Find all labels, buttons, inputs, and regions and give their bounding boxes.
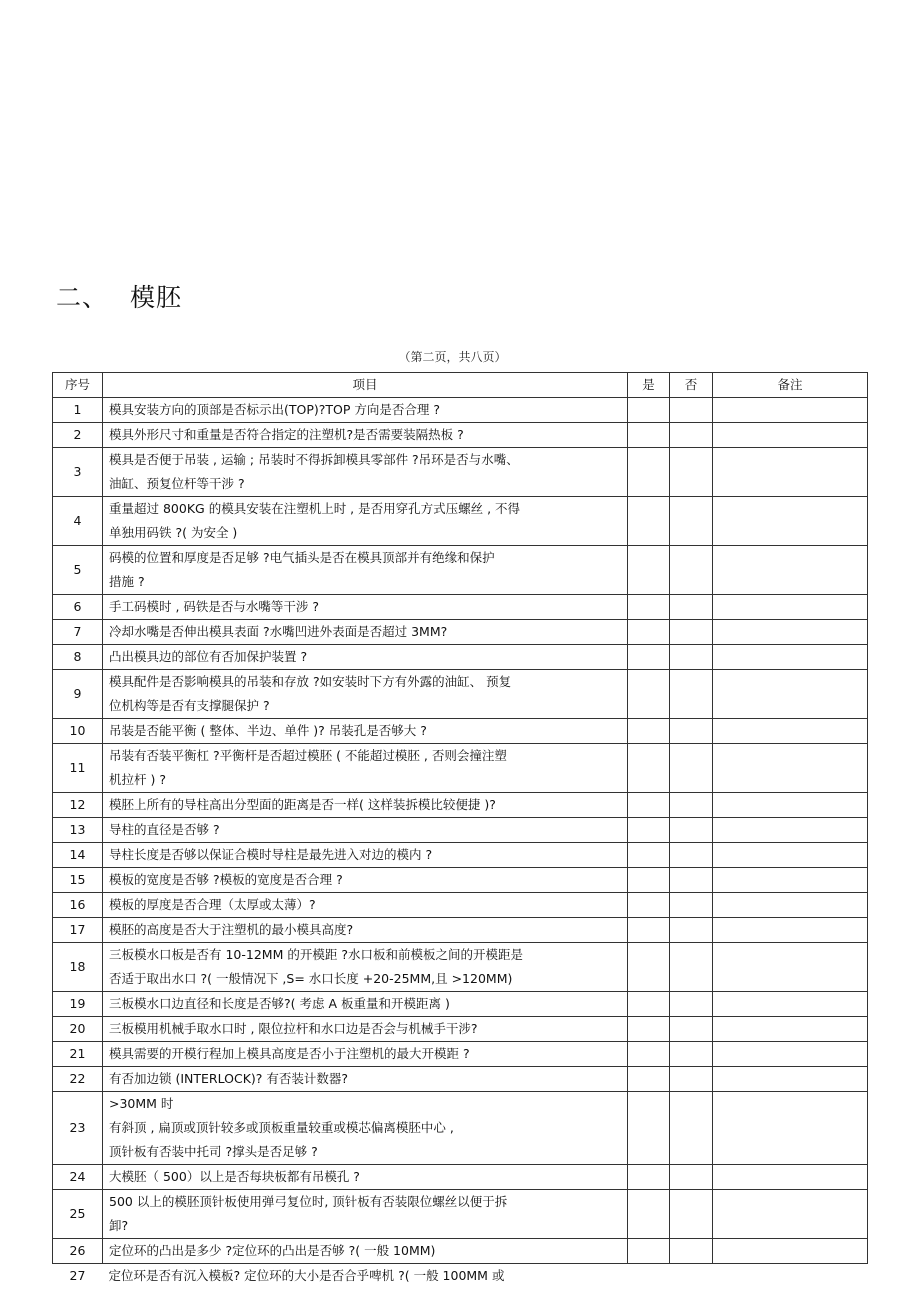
- no-cell[interactable]: [670, 1165, 713, 1190]
- row-number: 18: [53, 943, 103, 992]
- remarks-cell[interactable]: [713, 719, 868, 744]
- table-row: [53, 1067, 868, 1092]
- row-number: 19: [53, 992, 103, 1017]
- item-line: 吊装是否能平衡 ( 整体、半边、单件 )? 吊装孔是否够大 ?: [109, 723, 427, 738]
- no-cell[interactable]: [670, 1042, 713, 1067]
- row-number: 13: [53, 818, 103, 843]
- row-number: 21: [53, 1042, 103, 1067]
- table-row: [53, 918, 868, 943]
- row-item-text: [103, 546, 628, 595]
- row-item-text: [103, 818, 628, 843]
- section-title: 模胚: [130, 283, 183, 312]
- yes-cell[interactable]: [628, 843, 670, 868]
- remarks-cell[interactable]: [713, 1165, 868, 1190]
- remarks-cell[interactable]: [713, 1239, 868, 1264]
- row-item-text: [103, 1042, 628, 1067]
- item-line: 定位环是否有沉入模板? 定位环的大小是否合乎啤机 ?( 一般 100MM 或: [108, 1268, 505, 1283]
- header-remarks: 备注: [713, 373, 868, 398]
- remarks-cell[interactable]: [713, 992, 868, 1017]
- row-number: 23: [53, 1092, 103, 1165]
- table-row: [53, 1165, 868, 1190]
- table-row: [53, 943, 868, 992]
- no-cell[interactable]: [670, 818, 713, 843]
- table-row: [53, 398, 868, 423]
- yes-cell[interactable]: [628, 793, 670, 818]
- yes-cell[interactable]: [628, 497, 670, 546]
- yes-cell[interactable]: [628, 893, 670, 918]
- no-cell[interactable]: [670, 1264, 713, 1289]
- row-number: 10: [53, 719, 103, 744]
- remarks-cell[interactable]: [713, 645, 868, 670]
- row-item-text: [103, 1067, 628, 1092]
- row-item-text: [103, 595, 628, 620]
- row-number: 17: [53, 918, 103, 943]
- table-row: [53, 843, 868, 868]
- section-heading: [56, 278, 182, 314]
- yes-cell[interactable]: [628, 992, 670, 1017]
- item-line: 模具安装方向的顶部是否标示出(TOP)?TOP 方向是否合理 ?: [109, 402, 440, 417]
- row-number: 12: [53, 793, 103, 818]
- table-row: [53, 497, 868, 546]
- no-cell[interactable]: [670, 992, 713, 1017]
- remarks-cell[interactable]: [713, 818, 868, 843]
- yes-cell[interactable]: [628, 719, 670, 744]
- header-yes: 是: [628, 373, 670, 398]
- table-row: [53, 1190, 868, 1239]
- yes-cell[interactable]: [628, 1017, 670, 1042]
- section-number: 二、: [56, 283, 109, 312]
- item-line: 否适于取出水口 ?( 一般情况下 ,S= 水口长度 +20-25MM,且 >120MM): [109, 971, 513, 986]
- remarks-cell[interactable]: [713, 670, 868, 719]
- row-number: 2: [53, 423, 103, 448]
- row-item-text: [103, 1190, 628, 1239]
- item-line: 卸?: [109, 1218, 129, 1233]
- item-line: 有斜顶 , 扁顶或顶针较多或顶板重量较重或模芯偏离模胚中心 ,: [109, 1120, 454, 1135]
- row-item-text: [103, 918, 628, 943]
- yes-cell[interactable]: [628, 1067, 670, 1092]
- table-row: [53, 423, 868, 448]
- row-item-text: [103, 992, 628, 1017]
- row-item-text: [103, 670, 628, 719]
- row-number: 27: [53, 1264, 103, 1289]
- no-cell[interactable]: [670, 670, 713, 719]
- yes-cell[interactable]: [628, 1239, 670, 1264]
- item-line: 导柱的直径是否够 ?: [109, 822, 220, 837]
- row-item-text: [103, 645, 628, 670]
- yes-cell[interactable]: [628, 818, 670, 843]
- remarks-cell[interactable]: [713, 868, 868, 893]
- item-line: 模胚的高度是否大于注塑机的最小模具高度?: [109, 922, 354, 937]
- row-item-text: [103, 1092, 628, 1165]
- remarks-cell[interactable]: [713, 1042, 868, 1067]
- item-line: 500 以上的模胚顶针板使用弹弓复位时, 顶针板有否装限位螺丝以便于拆: [109, 1194, 508, 1209]
- item-line: 凸出模具边的部位有否加保护装置 ?: [109, 649, 308, 664]
- item-line: 大模胚（ 500）以上是否每块板都有吊模孔 ?: [109, 1169, 360, 1184]
- row-item-text: [103, 1239, 628, 1264]
- yes-cell[interactable]: [628, 918, 670, 943]
- row-item-text: [103, 793, 628, 818]
- row-number: 15: [53, 868, 103, 893]
- yes-cell[interactable]: [628, 546, 670, 595]
- item-line: 油缸、预复位杆等干涉 ?: [109, 476, 245, 491]
- table-row: [53, 992, 868, 1017]
- yes-cell[interactable]: [628, 744, 670, 793]
- item-line: 三板模水口板是否有 10-12MM 的开模距 ?水口板和前模板之间的开模距是: [109, 947, 523, 962]
- row-item-text: [103, 398, 628, 423]
- item-line: 吊装有否装平衡杠 ?平衡杆是否超过模胚 ( 不能超过模胚 , 否则会撞注塑: [109, 748, 507, 763]
- row-number: 6: [53, 595, 103, 620]
- yes-cell[interactable]: [628, 1264, 670, 1289]
- no-cell[interactable]: [670, 744, 713, 793]
- row-number: 4: [53, 497, 103, 546]
- yes-cell[interactable]: [628, 1042, 670, 1067]
- row-number: 9: [53, 670, 103, 719]
- table-row: [53, 546, 868, 595]
- no-cell[interactable]: [670, 868, 713, 893]
- yes-cell[interactable]: [628, 423, 670, 448]
- item-line: 单独用码铁 ?( 为安全 ): [109, 525, 238, 540]
- row-item-text: [103, 1165, 628, 1190]
- no-cell[interactable]: [670, 793, 713, 818]
- header-item: 项目: [103, 373, 628, 398]
- table-row: [53, 719, 868, 744]
- item-line: 模具配件是否影响模具的吊装和存放 ?如安装时下方有外露的油缸、 预复: [109, 674, 512, 689]
- yes-cell[interactable]: [628, 1165, 670, 1190]
- item-line: 措施 ?: [109, 574, 145, 589]
- header-no: 否: [670, 373, 713, 398]
- table-row: [53, 645, 868, 670]
- no-cell[interactable]: [670, 398, 713, 423]
- yes-cell[interactable]: [628, 943, 670, 992]
- row-number: 22: [53, 1067, 103, 1092]
- row-number: 25: [53, 1190, 103, 1239]
- remarks-cell[interactable]: [713, 546, 868, 595]
- remarks-cell[interactable]: [713, 398, 868, 423]
- table-row: [53, 620, 868, 645]
- row-number: 14: [53, 843, 103, 868]
- remarks-cell[interactable]: [713, 793, 868, 818]
- table-row: [53, 595, 868, 620]
- no-cell[interactable]: [670, 843, 713, 868]
- row-item-text: [103, 868, 628, 893]
- remarks-cell[interactable]: [713, 1017, 868, 1042]
- table-row: [53, 1092, 868, 1165]
- no-cell[interactable]: [670, 1067, 713, 1092]
- remarks-cell[interactable]: [713, 918, 868, 943]
- remarks-cell[interactable]: [713, 1092, 868, 1165]
- remarks-cell[interactable]: [713, 744, 868, 793]
- item-line: 顶针板有否装中托司 ?撑头是否足够 ?: [109, 1144, 318, 1159]
- item-line: >30MM 时: [109, 1096, 174, 1111]
- row-item-text: [103, 719, 628, 744]
- no-cell[interactable]: [670, 423, 713, 448]
- yes-cell[interactable]: [628, 645, 670, 670]
- table-row: [53, 868, 868, 893]
- row-number: 3: [53, 448, 103, 497]
- item-line: 定位环的凸出是多少 ?定位环的凸出是否够 ?( 一般 10MM): [109, 1243, 436, 1258]
- item-line: 模胚上所有的导柱高出分型面的距离是否一样( 这样装拆模比较便捷 )?: [109, 797, 496, 812]
- item-line: 冷却水嘴是否伸出模具表面 ?水嘴凹进外表面是否超过 3MM?: [109, 624, 448, 639]
- table-row: [53, 670, 868, 719]
- yes-cell[interactable]: [628, 1190, 670, 1239]
- table-row: [53, 1017, 868, 1042]
- remarks-cell[interactable]: [713, 595, 868, 620]
- row-item-text: [103, 843, 628, 868]
- row-number: 16: [53, 893, 103, 918]
- item-line: 模板的厚度是否合理（太厚或太薄）?: [109, 897, 316, 912]
- no-cell[interactable]: [670, 595, 713, 620]
- item-line: 导柱长度是否够以保证合模时导柱是最先进入对边的模内 ?: [109, 847, 433, 862]
- yes-cell[interactable]: [628, 595, 670, 620]
- item-line: 位机构等是否有支撑腿保护 ?: [109, 698, 270, 713]
- remarks-cell[interactable]: [713, 893, 868, 918]
- item-line: 模具需要的开模行程加上模具高度是否小于注塑机的最大开模距 ?: [109, 1046, 470, 1061]
- item-line: 手工码模时 , 码铁是否与水嘴等干涉 ?: [109, 599, 320, 614]
- item-line: 三板模用机械手取水口时 , 限位拉杆和水口边是否会与机械手干涉?: [109, 1021, 478, 1036]
- row-item-text: [103, 1017, 628, 1042]
- table-header-row: [53, 373, 868, 398]
- no-cell[interactable]: [670, 546, 713, 595]
- row-item-text: [103, 1264, 628, 1289]
- table-row: [53, 893, 868, 918]
- item-line: 机拉杆 ) ?: [109, 772, 166, 787]
- no-cell[interactable]: [670, 1092, 713, 1165]
- no-cell[interactable]: [670, 620, 713, 645]
- row-number: 1: [53, 398, 103, 423]
- table-row: [53, 818, 868, 843]
- table-row: [53, 1264, 868, 1289]
- table-row: [53, 1042, 868, 1067]
- table-row: [53, 793, 868, 818]
- header-serial: 序号: [53, 373, 103, 398]
- yes-cell[interactable]: [628, 448, 670, 497]
- yes-cell[interactable]: [628, 398, 670, 423]
- no-cell[interactable]: [670, 943, 713, 992]
- row-number: 20: [53, 1017, 103, 1042]
- item-line: 模板的宽度是否够 ?模板的宽度是否合理 ?: [109, 872, 343, 887]
- no-cell[interactable]: [670, 893, 713, 918]
- yes-cell[interactable]: [628, 670, 670, 719]
- row-item-text: [103, 744, 628, 793]
- item-line: 模具是否便于吊装 , 运输 ; 吊装时不得拆卸模具零部件 ?吊环是否与水嘴、: [109, 452, 519, 467]
- row-item-text: [103, 448, 628, 497]
- row-item-text: [103, 423, 628, 448]
- no-cell[interactable]: [670, 1239, 713, 1264]
- no-cell[interactable]: [670, 448, 713, 497]
- no-cell[interactable]: [670, 645, 713, 670]
- item-line: 有否加边锁 (INTERLOCK)? 有否装计数器?: [109, 1071, 349, 1086]
- row-item-text: [103, 620, 628, 645]
- yes-cell[interactable]: [628, 868, 670, 893]
- item-line: 三板模水口边直径和长度是否够?( 考虑 A 板重量和开模距离 ): [109, 996, 450, 1011]
- no-cell[interactable]: [670, 497, 713, 546]
- row-number: 7: [53, 620, 103, 645]
- checklist-table: [52, 372, 868, 1288]
- remarks-cell[interactable]: [713, 620, 868, 645]
- item-line: 码模的位置和厚度是否足够 ?电气插头是否在模具顶部并有绝缘和保护: [109, 550, 495, 565]
- row-number: 24: [53, 1165, 103, 1190]
- yes-cell[interactable]: [628, 1092, 670, 1165]
- remarks-cell[interactable]: [713, 1067, 868, 1092]
- item-line: 模具外形尺寸和重量是否符合指定的注塑机?是否需要装隔热板 ?: [109, 427, 464, 442]
- row-number: 5: [53, 546, 103, 595]
- table-row: [53, 448, 868, 497]
- row-number: 11: [53, 744, 103, 793]
- remarks-cell[interactable]: [713, 448, 868, 497]
- no-cell[interactable]: [670, 719, 713, 744]
- row-number: 8: [53, 645, 103, 670]
- no-cell[interactable]: [670, 1017, 713, 1042]
- remarks-cell[interactable]: [713, 843, 868, 868]
- remarks-cell[interactable]: [713, 423, 868, 448]
- table-row: [53, 744, 868, 793]
- no-cell[interactable]: [670, 918, 713, 943]
- table-row: [53, 1239, 868, 1264]
- page-indicator: （第二页，共八页）: [398, 350, 507, 364]
- row-number: 26: [53, 1239, 103, 1264]
- row-item-text: [103, 893, 628, 918]
- remarks-cell[interactable]: [713, 943, 868, 992]
- remarks-cell[interactable]: [713, 497, 868, 546]
- row-item-text: [103, 943, 628, 992]
- row-item-text: [103, 497, 628, 546]
- yes-cell[interactable]: [628, 620, 670, 645]
- no-cell[interactable]: [670, 1190, 713, 1239]
- remarks-cell[interactable]: [713, 1190, 868, 1239]
- item-line: 重量超过 800KG 的模具安装在注塑机上时 , 是否用穿孔方式压螺丝 , 不得: [109, 501, 521, 516]
- remarks-cell[interactable]: [713, 1264, 868, 1289]
